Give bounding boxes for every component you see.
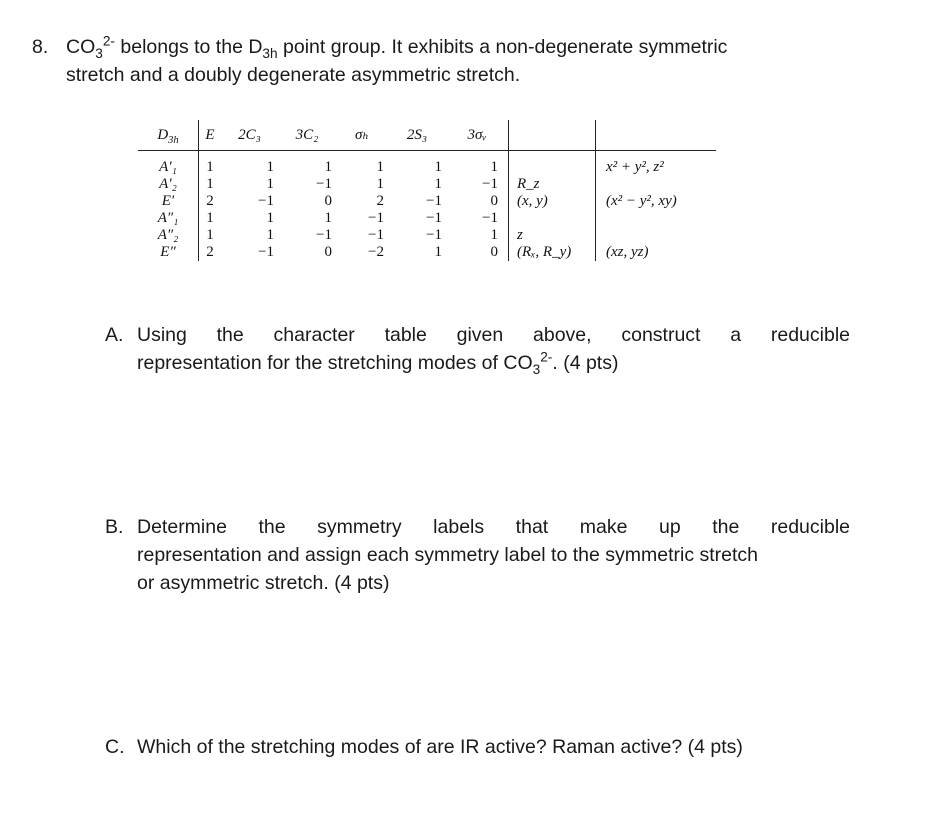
header-quadratic: [596, 120, 717, 151]
character-cell: −1: [368, 210, 384, 226]
header-linear: [509, 120, 596, 151]
question-text: point group. It exhibits a non-degenerate symmetric: [277, 36, 728, 58]
character-cell: 1: [266, 176, 274, 192]
character-cell: −1: [426, 210, 442, 226]
irrep-label: A″₁: [157, 210, 179, 226]
character-cell: 1: [199, 176, 222, 193]
character-cell: 1: [266, 159, 274, 175]
character-cell: 1: [434, 176, 442, 192]
linear-function: [509, 210, 596, 227]
header-3C2: 3C₂: [278, 120, 336, 151]
part-b-line-1: [105, 513, 850, 541]
character-cell: 1: [199, 210, 222, 227]
character-cell: 1: [266, 210, 274, 226]
question-8: [32, 33, 872, 89]
header-3sigma-v: 3σᵥ: [446, 120, 509, 151]
character-cell: −1: [316, 176, 332, 192]
irrep-label: A′₁: [159, 159, 177, 175]
part-b-line-3: or asymmetric stretch. (4 pts): [137, 572, 390, 594]
character-cell: 0: [324, 244, 332, 260]
character-table: [138, 120, 716, 261]
character-cell: −1: [482, 176, 498, 192]
header-2S3: 2S₃: [388, 120, 446, 151]
part-a-line-2: representation for the stretching modes of $CO_3^{2-}$. (4 pts): [137, 349, 619, 377]
part-b-text: Determine the symmetry labels that make up the reducible: [137, 516, 850, 538]
question-text: belongs to the D: [114, 36, 263, 58]
part-a-line-1: [105, 321, 850, 349]
part-c-line-1: [105, 733, 850, 761]
table-row: [138, 193, 716, 210]
table-row: [138, 151, 716, 177]
character-cell: 2: [376, 193, 384, 209]
part-a: [105, 321, 850, 377]
character-cell: 1: [434, 244, 442, 260]
table-row: [138, 227, 716, 244]
header-E: E: [199, 120, 222, 151]
part-a-text: Using the character table given above, construct a reducible: [137, 324, 850, 346]
character-cell: 0: [490, 244, 498, 260]
linear-function: (Rₓ, R_y): [509, 244, 596, 261]
character-cell: 2: [199, 193, 222, 210]
point-group-label: $D_{3h}$: [138, 120, 199, 151]
formula-co: CO: [66, 36, 96, 58]
question-number: 8.: [32, 36, 49, 58]
quadratic-function: (x² − y², xy): [596, 193, 717, 210]
irrep-label: A′₂: [159, 176, 177, 192]
quadratic-function: [596, 176, 717, 193]
table-row: [138, 210, 716, 227]
formula-subscript: 3: [95, 45, 103, 61]
character-cell: 0: [490, 193, 498, 209]
quadratic-function: (xz, yz): [596, 244, 717, 261]
table-row: [138, 176, 716, 193]
character-cell: −1: [482, 210, 498, 226]
irrep-label: E′: [161, 193, 175, 209]
quadratic-function: [596, 227, 717, 244]
character-cell: 1: [376, 176, 384, 192]
irrep-label: A″₂: [157, 227, 179, 243]
header-2C3: 2C₃: [221, 120, 278, 151]
character-cell: 0: [324, 193, 332, 209]
irrep-label: E″: [160, 244, 176, 260]
point-group-subscript: 3h: [262, 45, 278, 61]
formula-charge: 2-: [102, 33, 115, 49]
character-cell: 1: [324, 159, 332, 175]
character-cell: −1: [426, 193, 442, 209]
part-letter: B.: [105, 516, 124, 538]
character-cell: −2: [368, 244, 384, 260]
table-row: [138, 244, 716, 261]
character-cell: 1: [434, 159, 442, 175]
question-8-line-2: stretch and a doubly degenerate asymmetric stretch.: [66, 64, 521, 86]
linear-function: R_z: [509, 176, 596, 193]
character-cell: 1: [199, 227, 222, 244]
header-sigma-h: σₕ: [336, 120, 388, 151]
character-cell: −1: [316, 227, 332, 243]
character-cell: −1: [258, 244, 274, 260]
part-letter: C.: [105, 736, 125, 758]
character-cell: −1: [426, 227, 442, 243]
character-cell: −1: [258, 193, 274, 209]
character-cell: 1: [266, 227, 274, 243]
linear-function: (x, y): [509, 193, 596, 210]
quadratic-function: x² + y², z²: [596, 151, 717, 177]
quadratic-function: [596, 210, 717, 227]
character-cell: 1: [199, 151, 222, 177]
part-b: [105, 513, 850, 597]
part-c-text: Which of the stretching modes of are IR active? Raman active? (4 pts): [137, 736, 743, 758]
character-cell: 1: [324, 210, 332, 226]
character-cell: −1: [368, 227, 384, 243]
character-cell: 1: [490, 159, 498, 175]
character-cell: 2: [199, 244, 222, 261]
part-b-line-2: representation and assign each symmetry label to the symmetric stretch: [137, 544, 759, 566]
linear-function: z: [509, 227, 596, 244]
part-c: [105, 733, 850, 761]
table-header-row: [138, 120, 716, 151]
character-cell: 1: [376, 159, 384, 175]
linear-function: [509, 151, 596, 177]
character-cell: 1: [490, 227, 498, 243]
question-8-line-1: [32, 33, 872, 61]
part-letter: A.: [105, 324, 124, 346]
